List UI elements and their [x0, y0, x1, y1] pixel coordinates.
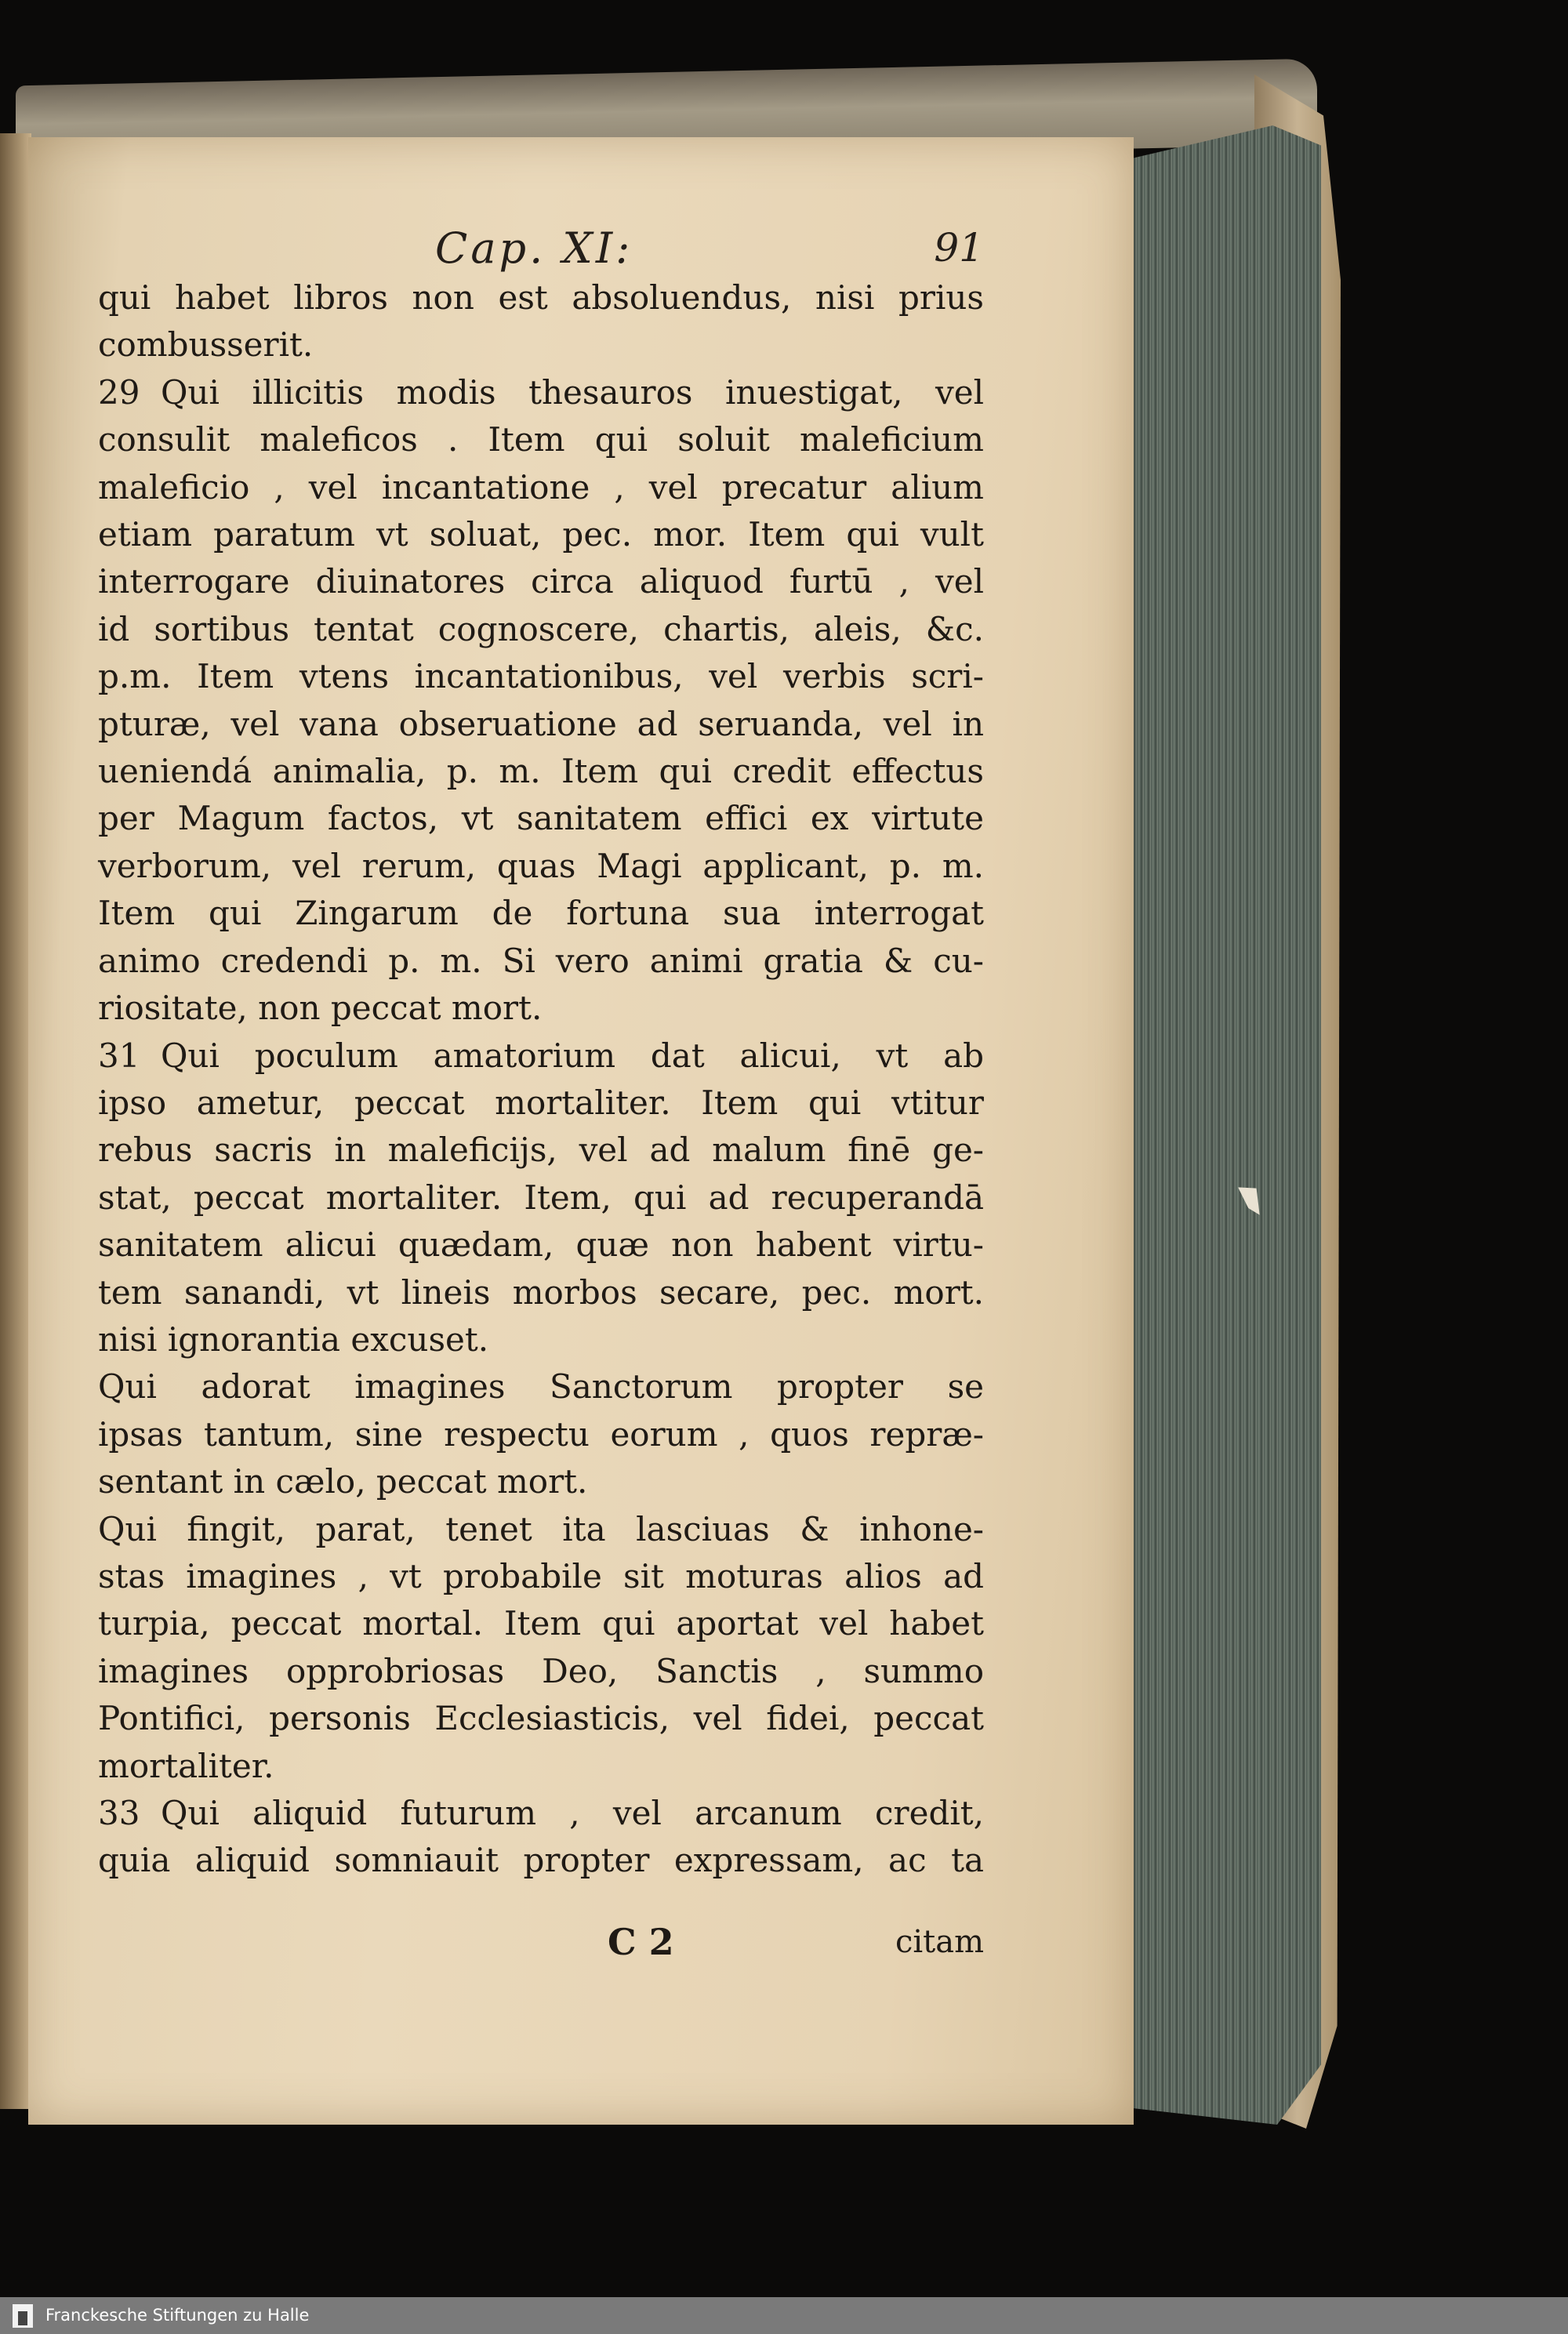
line-text: nisi ignorantia excuset. — [98, 1319, 489, 1359]
text-line — [98, 890, 984, 937]
text-line — [98, 1269, 984, 1316]
line-text: riositate, non peccat mort. — [98, 989, 543, 1028]
line-text: tem sanandi, vt lineis morbos secare, pec. mort. — [98, 1272, 984, 1312]
text-line — [98, 606, 984, 653]
line-text: maleficio , vel incantatione , vel precatur alium — [98, 467, 984, 506]
text-line — [98, 1033, 984, 1080]
running-head: Cap. XI: — [435, 223, 633, 273]
text-line — [98, 1837, 984, 1884]
line-text: Qui fingit, parat, tenet ita lasciuas & inhone- — [98, 1509, 984, 1548]
text-line — [98, 416, 984, 463]
text-line — [98, 464, 984, 511]
text-line — [98, 748, 984, 795]
archive-credit: Franckesche Stiftungen zu Halle — [45, 2306, 310, 2325]
text-line — [98, 1316, 984, 1363]
line-text: stat, peccat mortaliter. Item, qui ad recuperandā — [98, 1178, 984, 1217]
text-line — [98, 369, 984, 416]
archive-logo-icon — [13, 2304, 33, 2328]
text-line — [98, 1080, 984, 1127]
text-line — [98, 1127, 984, 1174]
line-text: rebus sacris in maleficijs, vel ad malum finē ge- — [98, 1131, 984, 1170]
line-text: combusserit. — [98, 325, 314, 365]
line-text: stas imagines , vt probabile sit moturas alios ad — [98, 1556, 984, 1595]
text-line — [98, 1600, 984, 1647]
paragraph-number: 29 — [98, 372, 140, 412]
line-text: imagines opprobriosas Deo, Sanctis , summo — [98, 1651, 984, 1690]
line-text: consulit maleficos . Item qui soluit maleficium — [98, 420, 984, 459]
text-line — [98, 274, 984, 321]
text-line — [98, 558, 984, 605]
line-text: quia aliquid somniauit propter expressam, ac ta — [98, 1841, 984, 1880]
paragraph-number: 31 — [98, 1036, 140, 1075]
line-text: etiam paratum vt soluat, pec. mor. Item qui vult — [98, 515, 984, 554]
line-text: verborum, vel rerum, quas Magi applicant, p. m. — [98, 846, 984, 885]
line-text: mortaliter. — [98, 1746, 274, 1785]
facing-page-edge — [0, 133, 31, 2109]
line-text: Qui poculum amatorium dat alicui, vt ab — [161, 1036, 984, 1075]
text-line — [98, 511, 984, 558]
paragraph-number: 33 — [98, 1794, 140, 1832]
line-text: animo credendi p. m. Si vero animi gratia & cu- — [98, 941, 984, 980]
signature-mark: C 2 — [608, 1921, 674, 1963]
text-line — [98, 701, 984, 748]
text-line — [98, 1363, 984, 1410]
page-block-edges — [1102, 125, 1321, 2125]
line-text: Qui adorat imagines Sanctorum propter se — [98, 1367, 984, 1407]
line-text: interrogare diuinatores circa aliquod furtū , vel — [98, 562, 984, 601]
text-line — [98, 653, 984, 700]
line-text: Qui illicitis modis thesauros inuestigat, vel — [161, 372, 984, 412]
page-number: 91 — [934, 225, 984, 270]
line-text: Item qui Zingarum de fortuna sua interrogat — [98, 894, 984, 933]
line-text: turpia, peccat mortal. Item qui aportat vel habet — [98, 1604, 984, 1643]
text-line — [98, 1411, 984, 1458]
text-line — [98, 1790, 984, 1837]
text-line — [98, 1553, 984, 1600]
text-line — [98, 1458, 984, 1505]
text-line — [98, 795, 984, 842]
line-text: qui habet libros non est absoluendus, nisi prius — [98, 278, 984, 317]
line-text: per Magum factos, vt sanitatem effici ex virtute — [98, 799, 984, 838]
text-line — [98, 985, 984, 1032]
page-footer — [98, 1921, 984, 1968]
text-line — [98, 1506, 984, 1553]
line-text: id sortibus tentat cognoscere, chartis, aleis, &c. — [98, 609, 984, 648]
text-line — [98, 321, 984, 368]
line-text: ipsas tantum, sine respectu eorum , quos repræ- — [98, 1414, 984, 1454]
body-text — [98, 274, 984, 1885]
text-line — [98, 1695, 984, 1742]
catchword: citam — [895, 1924, 984, 1960]
text-line — [98, 1743, 984, 1790]
archive-footer-bar — [0, 2297, 1568, 2334]
line-text: sanitatem alicui quædam, quæ non habent virtu- — [98, 1225, 984, 1265]
line-text: p.m. Item vtens incantationibus, vel verbis scri- — [98, 657, 984, 696]
line-text: Pontifici, personis Ecclesiasticis, vel fidei, peccat — [98, 1699, 984, 1738]
text-line — [98, 1174, 984, 1221]
text-line — [98, 1221, 984, 1269]
text-line — [98, 843, 984, 890]
line-text: ipso ametur, peccat mortaliter. Item qui vtitur — [98, 1083, 984, 1122]
text-line — [98, 1648, 984, 1695]
line-text: pturæ, vel vana obseruatione ad seruanda, vel in — [98, 704, 984, 743]
line-text: ueniendá animalia, p. m. Item qui credit effectus — [98, 752, 984, 791]
line-text: sentant in cælo, peccat mort. — [98, 1462, 588, 1501]
text-line — [98, 938, 984, 985]
page-header — [98, 223, 984, 278]
line-text: Qui aliquid futurum , vel arcanum credit, — [161, 1794, 984, 1832]
